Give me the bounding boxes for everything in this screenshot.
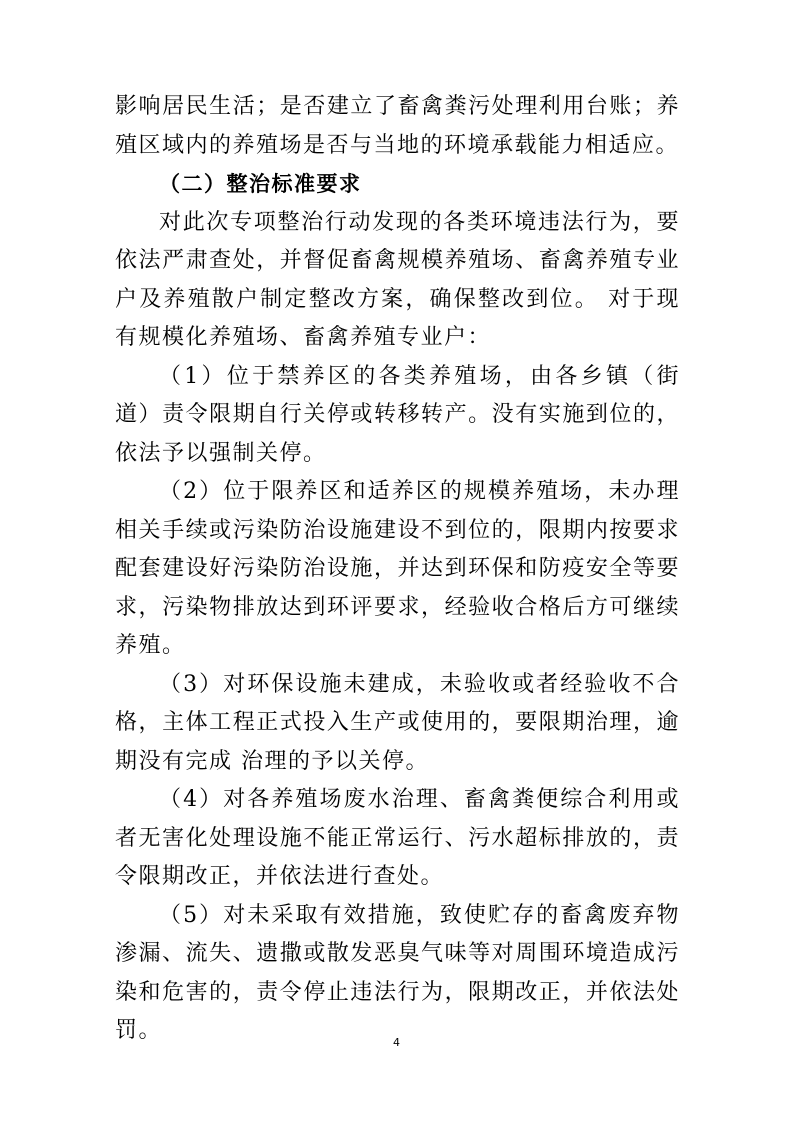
paragraph-item-3: （3）对环保设施未建成，未验收或者经验收不合格，主体工程正式投入生产或使用的，要限期治理，逾期没有完成 治理的予以关停。 bbox=[115, 671, 680, 774]
paragraph-continuation: 影响居民生活；是否建立了畜禽粪污处理利用台账；养殖区域内的养殖场是否与当地的环境承载能力相适应。 bbox=[115, 94, 680, 158]
paragraph-item-4: （4）对各养殖场废水治理、畜禽粪便综合利用或者无害化处理设施不能正常运行、污水超标排放的，责令限期改正，并依法进行查处。 bbox=[115, 787, 680, 889]
paragraph-item-5: （5）对未采取有效措施，致使贮存的畜禽废弃物渗漏、流失、遗撒或散发恶臭气味等对周围环境造成污染和危害的，责令停止违法行为，限期改正，并依法处罚。 bbox=[115, 902, 680, 1043]
page-number: 4 bbox=[393, 1036, 400, 1049]
section-heading: （二）整治标准要求 bbox=[159, 172, 362, 196]
paragraph-intro: 对此次专项整治行动发现的各类环境违法行为，要依法严肃查处，并督促畜禽规模养殖场、畜禽养殖专业户及养殖散户制定整改方案，确保整改到位。 对于现有规模化养殖场、畜禽养殖专业户： bbox=[115, 209, 680, 350]
paragraph-item-2: （2）位于限养区和适养区的规模养殖场，未办理相关手续或污染防治设施建设不到位的，限期内按要求配套建设好污染防治设施，并达到环保和防疫安全等要求，污染物排放达到环评要求，经验收合格后方可继续养殖。 bbox=[115, 479, 680, 658]
paragraph-item-1: （1）位于禁养区的各类养殖场，由各乡镇（街道）责令限期自行关停或转移转产。没有实施到位的，依法予以强制关停。 bbox=[115, 363, 680, 466]
document-body bbox=[115, 88, 680, 1051]
